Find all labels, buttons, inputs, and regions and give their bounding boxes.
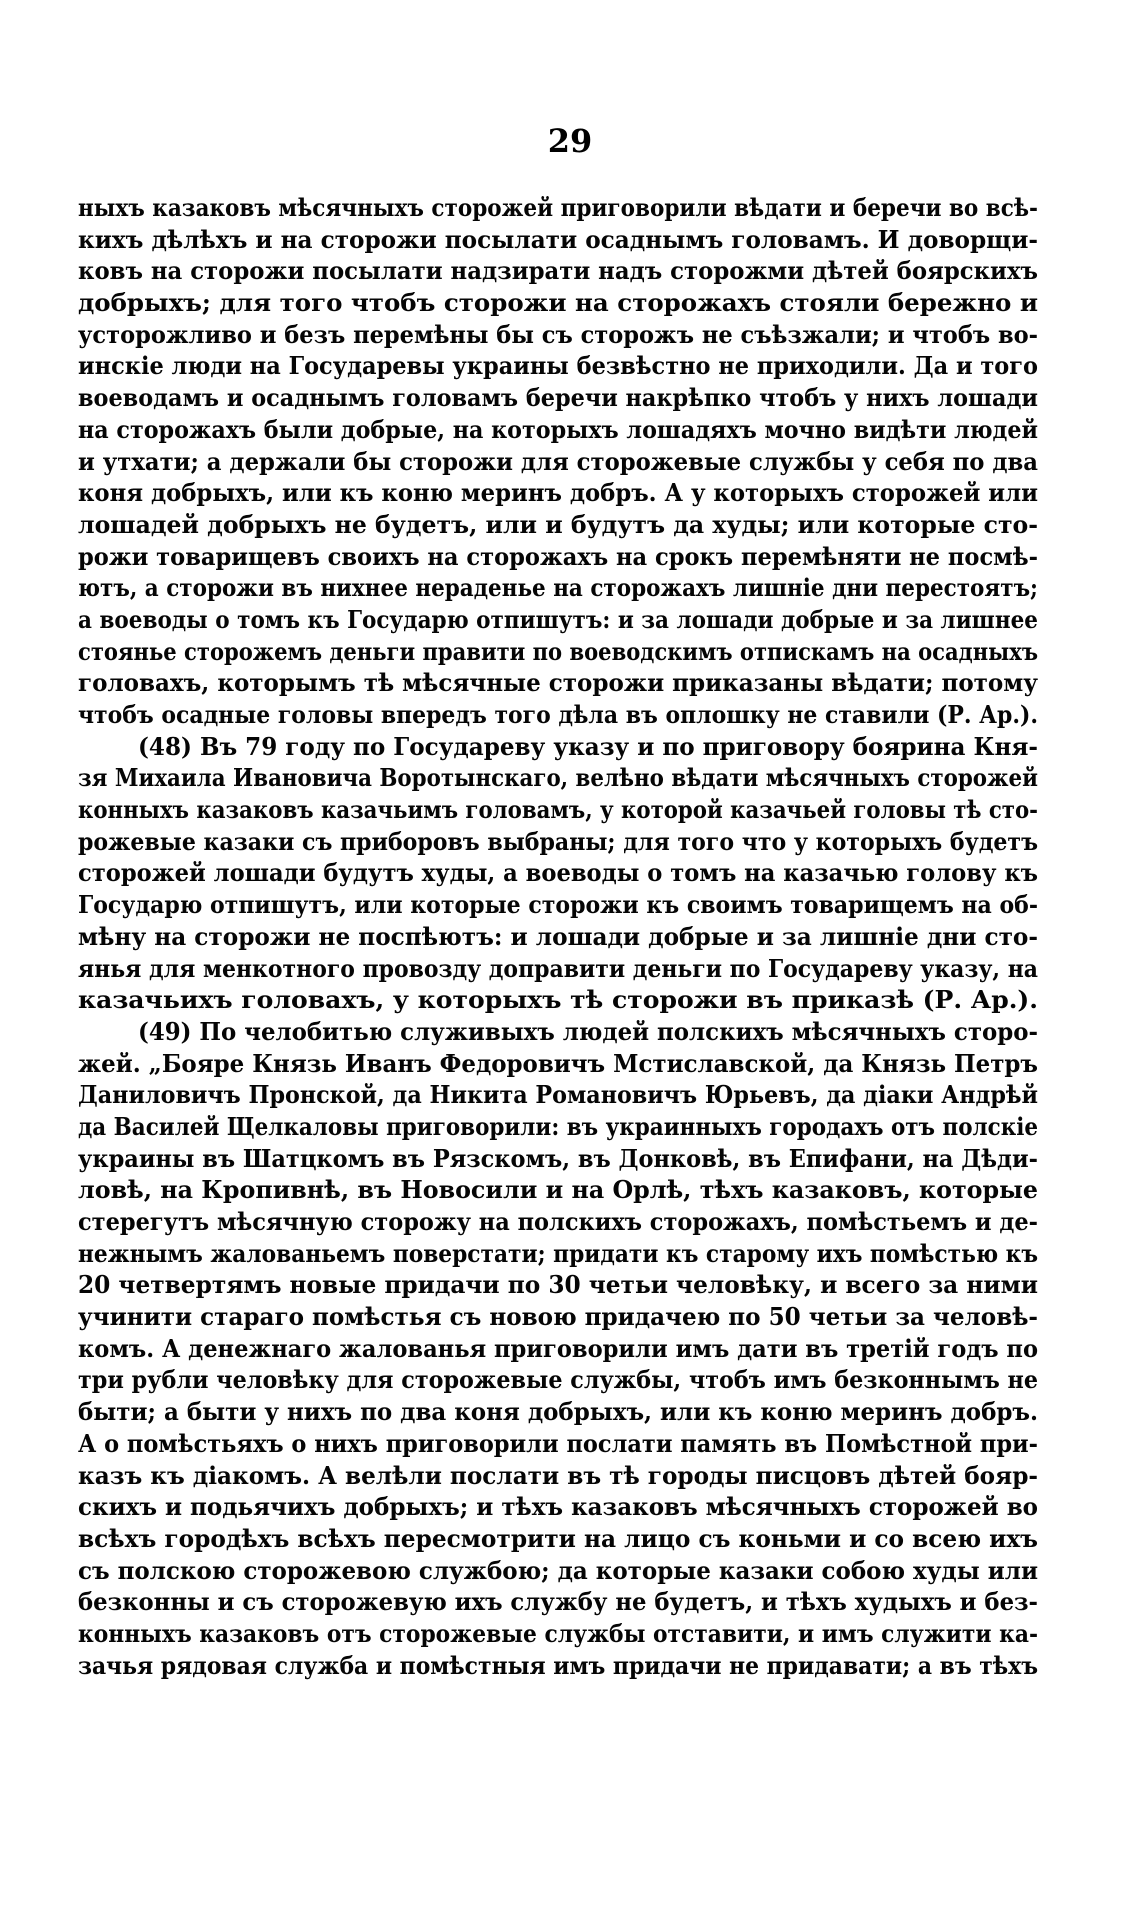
text-line: жей. „Бояре Князь Иванъ Федоровичъ Мстиславской, да Князь Петръ (78, 1048, 1038, 1078)
text-line: чтобъ осадные головы впередъ того дѣла въ оплошку не ставили (Р. Ар.). (78, 700, 1038, 729)
text-line: мѣну на сторожи не поспѣютъ: и лошади добрые и за лишніе дни сто- (78, 921, 1038, 951)
text-line: безконны и съ сторожевую ихъ службу не будетъ, и тѣхъ худыхъ и без- (78, 1587, 1038, 1617)
text-line: комъ. А денежнаго жалованья приговорили имъ дати въ третій годъ по (78, 1333, 1038, 1363)
text-line: усторожливо и безъ перемѣны бы съ сторожъ не съѣзжали; и чтобъ во- (78, 319, 1038, 349)
text-line: съ полскою сторожевою службою; да которые казаки собою худы или (78, 1555, 1038, 1585)
text-line: головахъ, которымъ тѣ мѣсячные сторожи приказаны вѣдати; потому (78, 668, 1038, 698)
text-line: да Василей Щелкаловы приговорили: въ украинныхъ городахъ отъ полскіе (78, 1111, 1038, 1141)
text-line: конныхъ казаковъ казачьимъ головамъ, у которой казачьей головы тѣ сто- (78, 795, 1038, 825)
text-line: 20 четвертямъ новые придачи по 30 четьи человѣку, и всего за ними (78, 1270, 1038, 1300)
text-line: казачьихъ головахъ, у которыхъ тѣ сторожи въ приказѣ (Р. Ар.). (78, 985, 1038, 1015)
text-line: скихъ и подьячихъ добрыхъ; и тѣхъ казаковъ мѣсячныхъ сторожей во (78, 1492, 1038, 1522)
text-line: на сторожахъ были добрые, на которыхъ лошадяхъ мочно видѣти людей (78, 414, 1038, 444)
text-line: лошадей добрыхъ не будетъ, или и будутъ да худы; или которые сто- (78, 509, 1038, 539)
text-line: (49) По челобитью служивыхъ людей полскихъ мѣсячныхъ сторо- (138, 1016, 1038, 1046)
text-line: а воеводы о томъ къ Государю отпишутъ: и за лошади добрые и за лишнее (78, 604, 1038, 634)
body-text (78, 192, 1038, 1681)
text-line: конныхъ казаковъ отъ сторожевые службы отставити, и имъ служити ка- (78, 1618, 1038, 1648)
text-line: и утхати; а держали бы сторожи для сторожевые службы у себя по два (78, 446, 1038, 476)
text-line: зя Михаила Ивановича Воротынскаго, велѣно вѣдати мѣсячныхъ сторожей (78, 763, 1038, 793)
text-line: добрыхъ; для того чтобъ сторожи на сторожахъ стояли бережно и (78, 288, 1038, 318)
text-line: сторожей лошади будутъ худы, а воеводы о томъ на казачью голову къ (78, 858, 1038, 888)
text-line: кихъ дѣлѣхъ и на сторожи посылати осаднымъ головамъ. И доворщи- (78, 224, 1038, 254)
text-line: коня добрыхъ, или къ коню меринъ добръ. А у которыхъ сторожей или (78, 478, 1038, 508)
text-line: ковъ на сторожи посылати надзирати надъ сторожми дѣтей боярскихъ (78, 256, 1038, 286)
text-line: (48) Въ 79 году по Государеву указу и по приговору боярина Кня- (138, 731, 1038, 761)
text-line: А о помѣстьяхъ о нихъ приговорили послати память въ Помѣстной при- (78, 1428, 1038, 1458)
text-line: рожевые казаки съ приборовъ выбраны; для того что у которыхъ будетъ (78, 826, 1038, 856)
text-line: стерегутъ мѣсячную сторожу на полскихъ сторожахъ, помѣстьемъ и де- (78, 1207, 1038, 1236)
text-line: воеводамъ и осаднымъ головамъ беречи накрѣпко чтобъ у нихъ лошади (78, 383, 1038, 413)
text-line: три рубли человѣку для сторожевые службы, чтобъ имъ безконнымъ не (78, 1365, 1038, 1395)
text-line: казъ къ діакомъ. А велѣли послати въ тѣ городы писцовъ дѣтей бояр- (78, 1460, 1038, 1490)
text-line: ныхъ казаковъ мѣсячныхъ сторожей приговорили вѣдати и беречи во всѣ- (78, 193, 1038, 222)
page-number: 29 (547, 122, 593, 160)
text-line: янья для менкотного провозду доправити деньги по Государеву указу, на (78, 953, 1038, 983)
text-line: ловѣ, на Кропивнѣ, въ Новосили и на Орлѣ, тѣхъ казаковъ, которые (78, 1175, 1038, 1205)
text-line: учинити стараго помѣстья съ новою придачею по 50 четьи за человѣ- (78, 1302, 1038, 1332)
text-line: стоянье сторожемъ деньги правити по воеводскимъ отпискамъ на осадныхъ (78, 636, 1038, 666)
text-line: зачья рядовая служба и помѣстныя имъ придачи не придавати; а въ тѣхъ (78, 1650, 1038, 1680)
text-line: ютъ, а сторожи въ нихнее нераденье на сторожахъ лишніе дни перестоятъ; (78, 573, 1038, 603)
text-line: всѣхъ городѣхъ всѣхъ пересмотрити на лицо съ коньми и со всею ихъ (78, 1523, 1038, 1553)
text-line: нежнымъ жалованьемъ поверстати; придати къ старому ихъ помѣстью къ (78, 1238, 1038, 1268)
text-line: украины въ Шатцкомъ въ Рязскомъ, въ Донковѣ, въ Епифани, на Дѣди- (78, 1143, 1038, 1173)
text-line: инскіе люди на Государевы украины безвѣстно не приходили. Да и того (78, 351, 1038, 381)
text-line: Даниловичъ Пронской, да Никита Романовичъ Юрьевъ, да діаки Андрѣй (78, 1080, 1038, 1110)
text-line: Государю отпишутъ, или которые сторожи къ своимъ товарищемъ на об- (78, 890, 1038, 920)
text-line: быти; а быти у нихъ по два коня добрыхъ, или къ коню меринъ добръ. (78, 1397, 1038, 1427)
text-line: рожи товарищевъ своихъ на сторожахъ на срокъ перемѣняти не посмѣ- (78, 541, 1038, 571)
